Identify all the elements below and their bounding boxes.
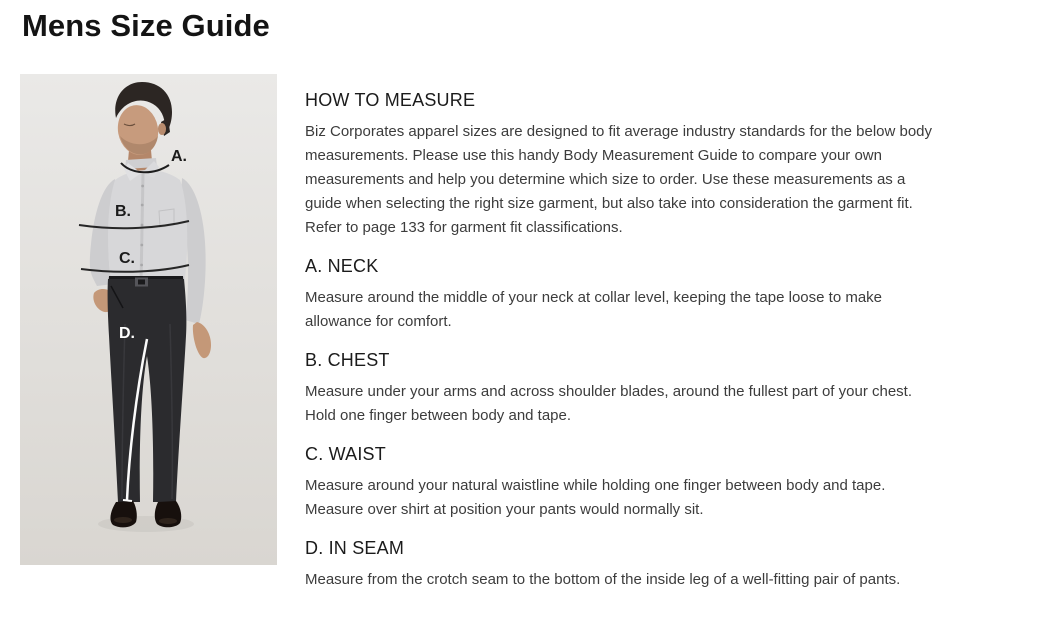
measurement-figure-svg [20, 74, 277, 565]
how-to-measure-section [305, 88, 937, 240]
measure-instructions [305, 74, 937, 606]
shirt-placket [141, 174, 143, 284]
main-layout [20, 74, 1038, 606]
neck-body: Measure around the middle of your neck at collar level, keeping the tape loose to make allowance for comfort. [305, 289, 883, 330]
ear [158, 123, 166, 135]
section-chest [305, 348, 937, 428]
how-to-measure-body: Biz Corporates apparel sizes are designed to fit average industry standards for the below body measurements. Please use this handy Body Measurement Guide to compare your own measurements and help you determine which size to order. Use these measurements as a guide when selecting the right size garment, but also take into consideration the garment fit. Refer to page 133 for garment fit classifications. [305, 123, 933, 236]
chest-label: B. [115, 203, 131, 220]
section-waist [305, 442, 937, 522]
inseam-label: D. [119, 325, 135, 342]
waist-body: Measure around your natural waistline while holding one finger between body and tape. Measure over shirt at position your pants would normally sit. [305, 477, 886, 518]
measurement-photo [20, 74, 277, 565]
neck-heading: A. NECK [305, 256, 379, 276]
inseam-measure-tick [123, 500, 132, 501]
left-shoe-shine [114, 517, 132, 523]
how-to-measure-heading: HOW TO MEASURE [305, 90, 476, 110]
left-shoe [110, 501, 136, 527]
right-shoe-shine [159, 518, 177, 524]
section-neck [305, 254, 937, 334]
inseam-body: Measure from the crotch seam to the bottom of the inside leg of a well-fitting pair of pants. [305, 571, 901, 588]
chest-heading: B. CHEST [305, 350, 390, 370]
neck-label: A. [171, 148, 187, 165]
chest-body: Measure under your arms and across shoulder blades, around the fullest part of your chest. Hold one finger between body and tape. [305, 383, 912, 424]
page-title: Mens Size Guide [22, 8, 270, 43]
waist-heading: C. WAIST [305, 444, 386, 464]
waist-label: C. [119, 250, 135, 267]
inseam-heading: D. IN SEAM [305, 538, 405, 558]
section-inseam [305, 536, 937, 592]
belt-buckle-inner [138, 280, 145, 285]
